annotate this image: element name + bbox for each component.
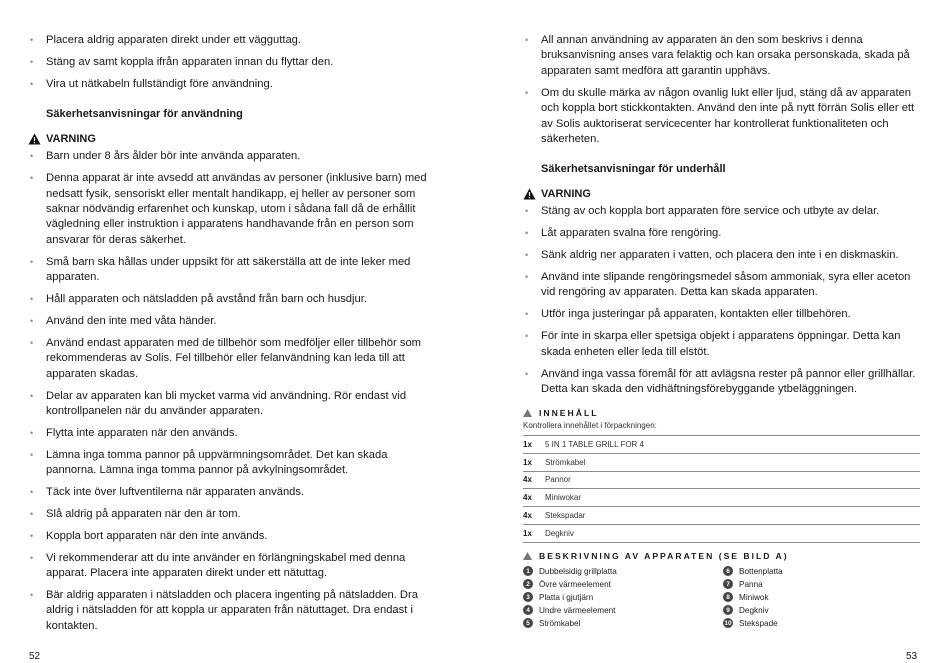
list-item: • Barn under 8 års ålder bör inte använda apparaten.	[28, 149, 438, 164]
number-badge: 5	[523, 618, 533, 628]
triangle-icon	[523, 409, 532, 417]
table-row	[523, 489, 920, 507]
item-cell: Pannor	[545, 471, 920, 489]
item-cell: 5 IN 1 TABLE GRILL FOR 4	[545, 436, 920, 454]
qty-cell: 4x	[523, 489, 545, 507]
list-item: • Delar av apparaten kan bli mycket varma vid användning. Rör endast vid kontrollpanelen när du använder apparaten.	[28, 389, 438, 420]
warning-text: VARNING	[46, 133, 96, 146]
list-item: • Koppla bort apparaten när den inte används.	[28, 529, 438, 544]
part-item	[723, 591, 923, 604]
triangle-icon	[523, 552, 532, 560]
qty-cell: 4x	[523, 471, 545, 489]
item-cell: Miniwokar	[545, 489, 920, 507]
part-item	[523, 604, 723, 617]
qty-cell: 1x	[523, 524, 545, 542]
part-item	[723, 578, 923, 591]
page-number-left: 52	[29, 651, 41, 662]
list-item: • Håll apparaten och nätsladden på avstånd från barn och husdjur.	[28, 292, 438, 307]
part-item	[723, 617, 923, 630]
list-item: • Bär aldrig apparaten i nätsladden och placera ingenting på nätsladden. Dra aldrig i nätsladden för att koppla ur apparaten från nätuttaget. Dra endast i kontakten.	[28, 588, 438, 634]
list-item: • Vira ut nätkabeln fullständigt före användning.	[28, 77, 438, 92]
table-row	[523, 471, 920, 489]
part-item	[723, 565, 923, 578]
section-heading-usage: Säkerhetsanvisningar för användning	[46, 108, 243, 121]
part-label: Degkniv	[739, 605, 769, 615]
parts-column-right	[723, 565, 923, 629]
list-item: • För inte in skarpa eller spetsiga objekt i apparatens öppningar. Detta kan skada enheten eller leda till elstöt.	[523, 329, 923, 360]
number-badge: 10	[724, 619, 732, 627]
part-item	[523, 565, 723, 578]
part-item	[523, 591, 723, 604]
description-section	[523, 551, 923, 629]
warning-text: VARNING	[541, 188, 591, 201]
list-item: • Denna apparat är inte avsedd att användas av personer (inklusive barn) med nedsatt fysik, sensoriskt eller mentalt handikapp, ej heller av personer som saknar nödvändig erfarenhet och kunskap, utom i sådana fall då de erhållit vägledning eller instruktion i apparatens handhavande från en person som ansvarar för deras säkerhet.	[28, 171, 438, 248]
qty-cell: 1x	[523, 453, 545, 471]
list-item: • Lämna inga tomma pannor på uppvärmningsområdet. Det kan skada pannorna. Lämna inga tomma pannor på avkylningsområdet.	[28, 448, 438, 479]
description-title-text: BESKRIVNING AV APPARATEN (SE BILD A)	[539, 551, 789, 561]
intro-list-right	[523, 33, 923, 147]
number-badge: 2	[523, 579, 533, 589]
list-item: • Täck inte över luftventilerna när apparaten används.	[28, 485, 438, 500]
contents-title	[523, 408, 923, 418]
number-badge: 4	[523, 605, 533, 615]
part-item	[723, 604, 923, 617]
item-cell: Strömkabel	[545, 453, 920, 471]
parts-column-left	[523, 565, 723, 629]
part-label: Undre värmeelement	[539, 605, 616, 615]
list-item: • Små barn ska hållas under uppsikt för att säkerställa att de inte leker med apparaten.	[28, 255, 438, 286]
item-cell: Stekspadar	[545, 507, 920, 525]
warning-label	[523, 188, 923, 200]
part-label: Övre värmeelement	[539, 579, 611, 589]
list-item: • Stäng av samt koppla ifrån apparaten innan du flyttar den.	[28, 55, 438, 70]
part-item	[523, 578, 723, 591]
warning-icon	[523, 188, 536, 200]
intro-list-left	[28, 33, 438, 92]
part-label: Stekspade	[739, 618, 778, 628]
number-badge: 8	[723, 592, 733, 602]
table-row	[523, 507, 920, 525]
list-item: • Använd endast apparaten med de tillbehör som medföljer eller tillbehör som rekommenderas av Solis. Fel tillbehör eller felanvändning kan leda till att apparaten skadas.	[28, 336, 438, 382]
table-row	[523, 453, 920, 471]
list-item: • Sänk aldrig ner apparaten i vatten, och placera den inte i en diskmaskin.	[523, 248, 923, 263]
number-badge: 3	[523, 592, 533, 602]
part-item	[523, 617, 723, 630]
part-label: Strömkabel	[539, 618, 581, 628]
parts-list	[523, 565, 923, 629]
maintenance-safety-list	[523, 204, 923, 397]
part-label: Dubbelsidig grillplatta	[539, 566, 617, 576]
number-badge: 7	[723, 579, 733, 589]
contents-section	[523, 408, 923, 543]
table-row	[523, 436, 920, 454]
section-heading-maintenance: Säkerhetsanvisningar för underhåll	[541, 163, 726, 176]
part-label: Miniwok	[739, 592, 769, 602]
usage-safety-list	[28, 149, 438, 634]
warning-icon	[28, 133, 41, 145]
list-item: • Stäng av och koppla bort apparaten före service och utbyte av delar.	[523, 204, 923, 219]
part-label: Panna	[739, 579, 763, 589]
list-item: • Vi rekommenderar att du inte använder en förlängningskabel med denna apparat. Placera inte apparaten direkt under ett nätuttag.	[28, 551, 438, 582]
item-cell: Degkniv	[545, 524, 920, 542]
list-item: • Använd inte slipande rengöringsmedel såsom ammoniak, syra eller aceton vid rengöring av apparaten. Detta kan skada apparaten.	[523, 270, 923, 301]
contents-title-text: INNEHÅLL	[539, 408, 599, 418]
number-badge: 1	[523, 566, 533, 576]
list-item: • Använd inga vassa föremål för att avlägsna rester på pannor eller grillhällar. Detta kan skada den vidhäftningsförebyggande ytbeläggningen.	[523, 367, 923, 398]
list-item: • Utför inga justeringar på apparaten, kontakten eller tillbehören.	[523, 307, 923, 322]
warning-label	[28, 133, 438, 145]
list-item: • Placera aldrig apparaten direkt under ett vägguttag.	[28, 33, 438, 48]
list-item: • Om du skulle märka av någon ovanlig lukt eller ljud, stäng då av apparaten och koppla bort stickkontakten. Använd den inte på nytt förrän Solis eller ett av Solis auktoriserat servicecenter har kontrollerat funktionaliteten och säkerheten.	[523, 86, 923, 148]
part-label: Platta i gjutjärn	[539, 592, 594, 602]
part-label: Bottenplatta	[739, 566, 783, 576]
number-badge: 6	[723, 566, 733, 576]
contents-table	[523, 435, 920, 543]
description-title	[523, 551, 923, 561]
page-number-right: 53	[906, 651, 918, 662]
qty-cell: 1x	[523, 436, 545, 454]
list-item: • Låt apparaten svalna före rengöring.	[523, 226, 923, 241]
contents-subtitle: Kontrollera innehållet i förpackningen:	[523, 421, 657, 430]
list-item: • All annan användning av apparaten än den som beskrivs i denna bruksanvisning anses vara felaktig och kan orsaka personskada, skada på apparaten samt medföra att garantin upphävs.	[523, 33, 923, 79]
table-row	[523, 524, 920, 542]
qty-cell: 4x	[523, 507, 545, 525]
list-item: • Flytta inte apparaten när den används.	[28, 426, 438, 441]
left-page	[28, 33, 438, 641]
list-item: • Slå aldrig på apparaten när den är tom.	[28, 507, 438, 522]
number-badge: 9	[723, 605, 733, 615]
list-item: • Använd den inte med våta händer.	[28, 314, 438, 329]
right-page	[523, 33, 923, 404]
